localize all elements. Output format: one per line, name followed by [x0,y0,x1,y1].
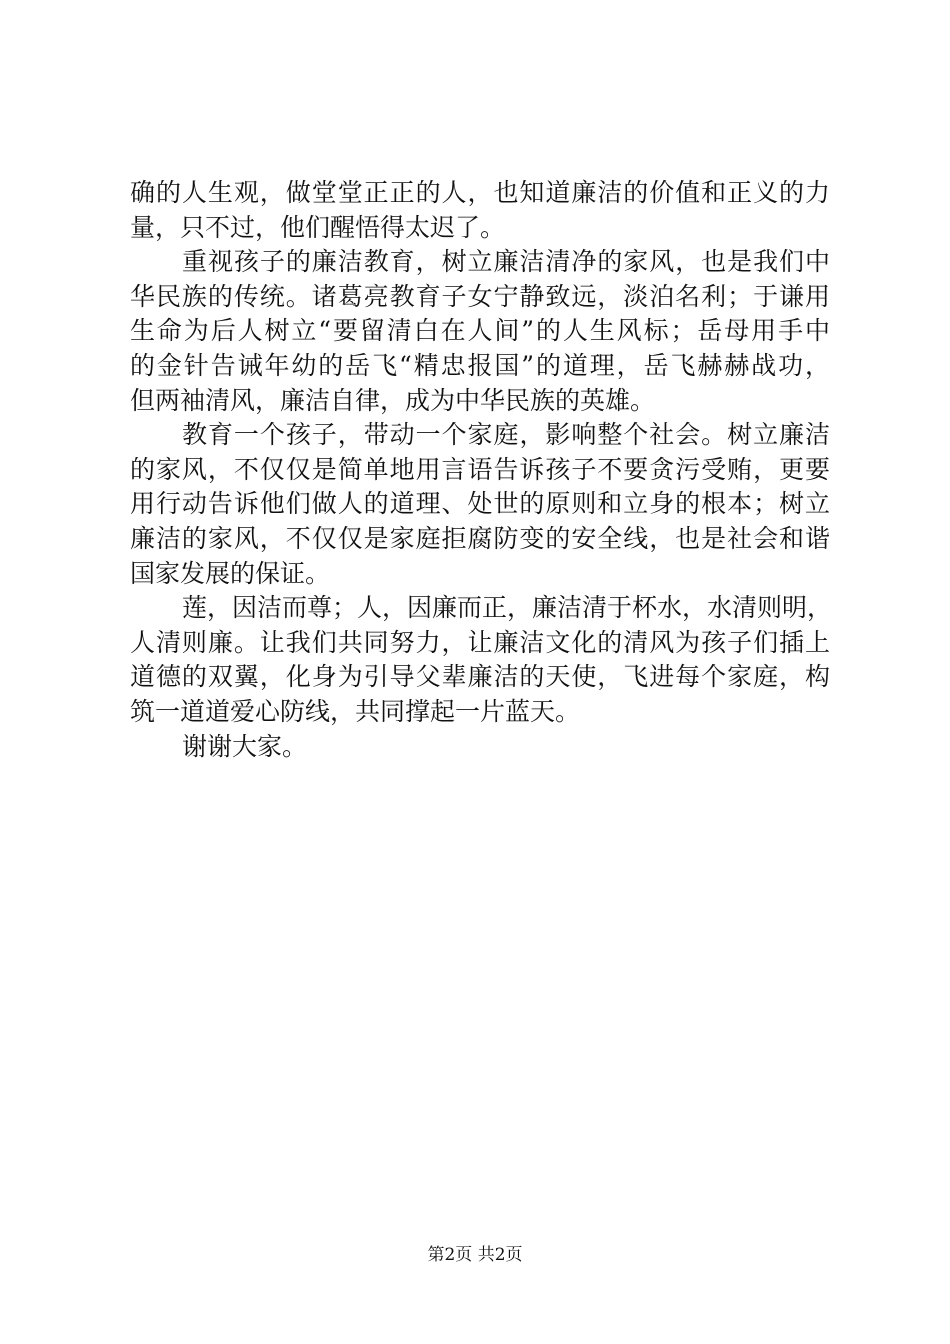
text-line: 廉洁的家风，不仅仅是家庭拒腐防变的安全线，也是社会和谐 [130,523,830,553]
text-line: 用行动告诉他们做人的道理、处世的原则和立身的根本；树立 [130,489,830,519]
text-line: 国家发展的保证。 [130,558,331,588]
text-line: 教育一个孩子，带动一个家庭，影响整个社会。树立廉洁 [182,420,830,450]
document-body [130,176,833,764]
page-footer [0,1244,950,1266]
page-number-label: 第2页 共2页 [427,1245,523,1265]
text-line: 华民族的传统。诸葛亮教育子女宁静致远，淡泊名利；于谦用 [130,281,830,311]
text-line: 量，只不过，他们醒悟得太迟了。 [130,212,506,242]
text-line: 但两袖清风，廉洁自律，成为中华民族的英雄。 [130,385,656,415]
text-line: 确的人生观，做堂堂正正的人，也知道廉洁的价值和正义的力 [130,178,830,207]
text-line: 人清则廉。让我们共同努力，让廉洁文化的清风为孩子们插上 [130,627,830,657]
text-line: 筑一道道爱心防线，共同撑起一片蓝天。 [130,696,581,726]
text-line: 生命为后人树立“要留清白在人间”的人生风标；岳母用手中 [130,316,830,346]
text-line: 谢谢大家。 [182,731,308,761]
text-line: 道德的双翼，化身为引导父辈廉洁的天使，飞进每个家庭，构 [130,662,830,692]
text-line: 重视孩子的廉洁教育，树立廉洁清净的家风，也是我们中 [182,247,830,277]
text-line: 莲，因洁而尊；人，因廉而正，廉洁清于杯水，水清则明， [182,593,833,623]
text-line: 的金针告诫年幼的岳飞“精忠报国”的道理，岳飞赫赫战功， [130,350,830,380]
text-line: 的家风，不仅仅是简单地用言语告诉孩子不要贪污受贿，更要 [130,454,830,484]
